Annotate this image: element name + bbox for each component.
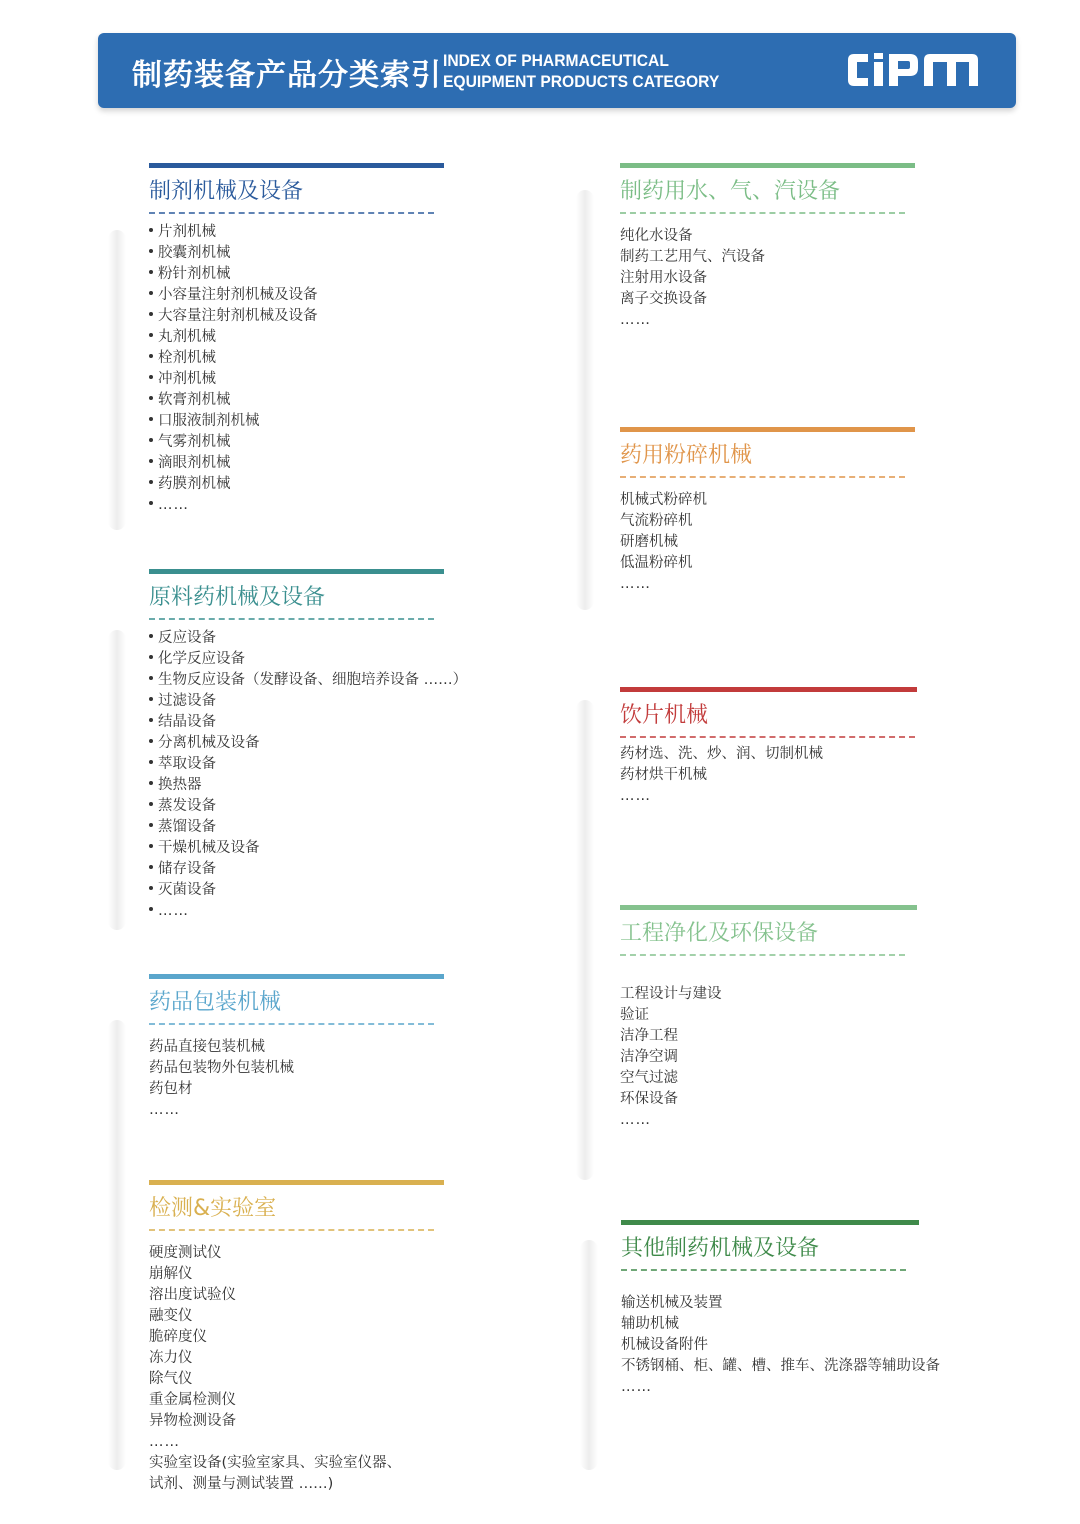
- list-item: 环保设备: [620, 1091, 678, 1107]
- list-item: 机械设备附件: [621, 1337, 708, 1353]
- item-list: [621, 1293, 940, 1398]
- ellipsis-item: ……: [149, 1434, 180, 1450]
- item-list: [149, 1037, 444, 1121]
- list-item: 过滤设备: [149, 691, 444, 712]
- list-item: 低温粉碎机: [620, 555, 693, 571]
- section-bar: [620, 163, 915, 168]
- section-title: 检测&实验室: [149, 1196, 277, 1221]
- list-item: 除气仪: [149, 1371, 193, 1387]
- list-item: 干燥机械及设备: [149, 838, 444, 859]
- column-shade-mid-3: [580, 1240, 598, 1470]
- list-item: 粉针剂机械: [149, 264, 444, 285]
- ellipsis-item: ……: [620, 788, 651, 804]
- section-divider: [620, 476, 905, 478]
- list-item: 崩解仪: [149, 1266, 193, 1282]
- list-item: 辅助机械: [621, 1316, 679, 1332]
- list-item: 试剂、测量与测试装置 ……): [149, 1476, 334, 1492]
- item-list: [620, 490, 915, 595]
- list-item: 药品直接包装机械: [149, 1039, 265, 1055]
- list-item: 药材烘干机械: [620, 767, 707, 783]
- list-item: 药材选、洗、炒、润、切制机械: [620, 746, 823, 762]
- list-item: 化学反应设备: [149, 649, 444, 670]
- list-item: 空气过滤: [620, 1070, 678, 1086]
- banner-title-cn: 制药装备产品分类索引: [132, 58, 442, 93]
- section-bar: [620, 427, 915, 432]
- item-list: [620, 984, 917, 1131]
- list-item: 溶出度试验仪: [149, 1287, 236, 1303]
- list-item: 药品包装物外包装机械: [149, 1060, 294, 1076]
- ellipsis-item: ……: [620, 1112, 651, 1128]
- section-herbal-slice-machinery: [620, 687, 917, 807]
- list-item: 药膜剂机械: [149, 474, 444, 495]
- section-title: 药用粉碎机械: [620, 443, 753, 468]
- list-item: 软膏剂机械: [149, 390, 444, 411]
- ellipsis-item: ……: [149, 901, 444, 922]
- list-item: 实验室设备(实验室家具、实验室仪器、: [149, 1455, 402, 1471]
- list-item: 异物检测设备: [149, 1413, 236, 1429]
- section-bar: [149, 163, 444, 168]
- section-bar: [149, 569, 444, 574]
- list-item: 硬度测试仪: [149, 1245, 222, 1261]
- list-item: 输送机械及装置: [621, 1295, 723, 1311]
- list-item: 口服液制剂机械: [149, 411, 444, 432]
- list-item: 小容量注射剂机械及设备: [149, 285, 444, 306]
- section-testing-laboratory: [149, 1180, 444, 1495]
- list-item: 融变仪: [149, 1308, 193, 1324]
- list-item: 重金属检测仪: [149, 1392, 236, 1408]
- list-item: 储存设备: [149, 859, 444, 880]
- list-item: 药包材: [149, 1081, 193, 1097]
- column-shade-left-2: [108, 630, 126, 930]
- list-item: 纯化水设备: [620, 228, 693, 244]
- list-item: 洁净空调: [620, 1049, 678, 1065]
- section-bar: [621, 1220, 919, 1225]
- list-item: 冲剂机械: [149, 369, 444, 390]
- section-other-machinery: [621, 1220, 940, 1398]
- banner-title-en: [443, 50, 719, 92]
- section-divider: [620, 954, 905, 956]
- section-divider: [149, 618, 434, 620]
- item-list: [149, 1243, 444, 1495]
- section-bar: [149, 974, 444, 979]
- list-item: 灭菌设备: [149, 880, 444, 901]
- section-title: 制药用水、气、汽设备: [620, 179, 841, 204]
- section-title: 其他制药机械及设备: [621, 1236, 820, 1261]
- list-item: 不锈钢桶、柜、罐、槽、推车、洗涤器等辅助设备: [621, 1358, 940, 1374]
- column-shade-mid-2: [576, 700, 594, 1180]
- list-item: 换热器: [149, 775, 444, 796]
- section-divider: [149, 1229, 434, 1231]
- list-item: 注射用水设备: [620, 270, 707, 286]
- list-item: 片剂机械: [149, 222, 444, 243]
- section-formulation-machinery: [149, 163, 444, 516]
- list-item: 生物反应设备（发酵设备、细胞培养设备 ……）: [149, 670, 444, 691]
- ellipsis-item: ……: [149, 1102, 180, 1118]
- section-title: 制剂机械及设备: [149, 179, 304, 204]
- list-item: 丸剂机械: [149, 327, 444, 348]
- ellipsis-item: ……: [621, 1379, 652, 1395]
- list-item: 脆碎度仪: [149, 1329, 207, 1345]
- list-item: 洁净工程: [620, 1028, 678, 1044]
- list-item: 气流粉碎机: [620, 513, 693, 529]
- list-item: 冻力仪: [149, 1350, 193, 1366]
- cipm-logo: [846, 50, 982, 90]
- item-list: [620, 226, 915, 331]
- section-packaging-machinery: [149, 974, 444, 1121]
- list-item: 验证: [620, 1007, 649, 1023]
- list-item: 蒸发设备: [149, 796, 444, 817]
- column-shade-left-1: [108, 230, 126, 530]
- section-bar: [149, 1180, 444, 1185]
- list-item: 机械式粉碎机: [620, 492, 707, 508]
- list-item: 制药工艺用气、汽设备: [620, 249, 765, 265]
- list-item: 分离机械及设备: [149, 733, 444, 754]
- section-milling-machinery: [620, 427, 915, 595]
- column-shade-mid-1: [576, 190, 594, 610]
- header-banner: [98, 33, 1016, 108]
- section-api-machinery: [149, 569, 468, 922]
- banner-title-en-line2: EQUIPMENT PRODUCTS CATEGORY: [443, 72, 720, 91]
- section-title: 药品包装机械: [149, 990, 282, 1015]
- list-item: 研磨机械: [620, 534, 678, 550]
- list-item: 蒸馏设备: [149, 817, 444, 838]
- list-item: 栓剂机械: [149, 348, 444, 369]
- list-item: 离子交换设备: [620, 291, 707, 307]
- list-item: 反应设备: [149, 628, 444, 649]
- list-item: 结晶设备: [149, 712, 444, 733]
- section-divider: [620, 736, 915, 738]
- list-item: 气雾剂机械: [149, 432, 444, 453]
- item-list: [149, 222, 444, 516]
- section-bar: [620, 687, 917, 692]
- section-divider: [149, 212, 434, 214]
- section-title: 饮片机械: [620, 703, 709, 728]
- section-water-gas-steam: [620, 163, 915, 331]
- section-bar: [620, 905, 917, 910]
- section-purification-environmental: [620, 905, 917, 1131]
- section-title: 原料药机械及设备: [149, 585, 326, 610]
- list-item: 萃取设备: [149, 754, 444, 775]
- ellipsis-item: ……: [620, 576, 651, 592]
- section-divider: [620, 212, 905, 214]
- section-divider: [149, 1023, 434, 1025]
- item-list: [149, 628, 468, 922]
- item-list: [620, 744, 917, 807]
- banner-title-en-line1: INDEX OF PHARMACEUTICAL: [443, 51, 669, 70]
- section-title: 工程净化及环保设备: [620, 921, 819, 946]
- ellipsis-item: ……: [620, 312, 651, 328]
- list-item: 大容量注射剂机械及设备: [149, 306, 444, 327]
- list-item: 胶囊剂机械: [149, 243, 444, 264]
- column-shade-left-3: [108, 1020, 126, 1470]
- list-item: 滴眼剂机械: [149, 453, 444, 474]
- list-item: 工程设计与建设: [620, 986, 722, 1002]
- section-divider: [621, 1269, 906, 1271]
- ellipsis-item: ……: [149, 495, 444, 516]
